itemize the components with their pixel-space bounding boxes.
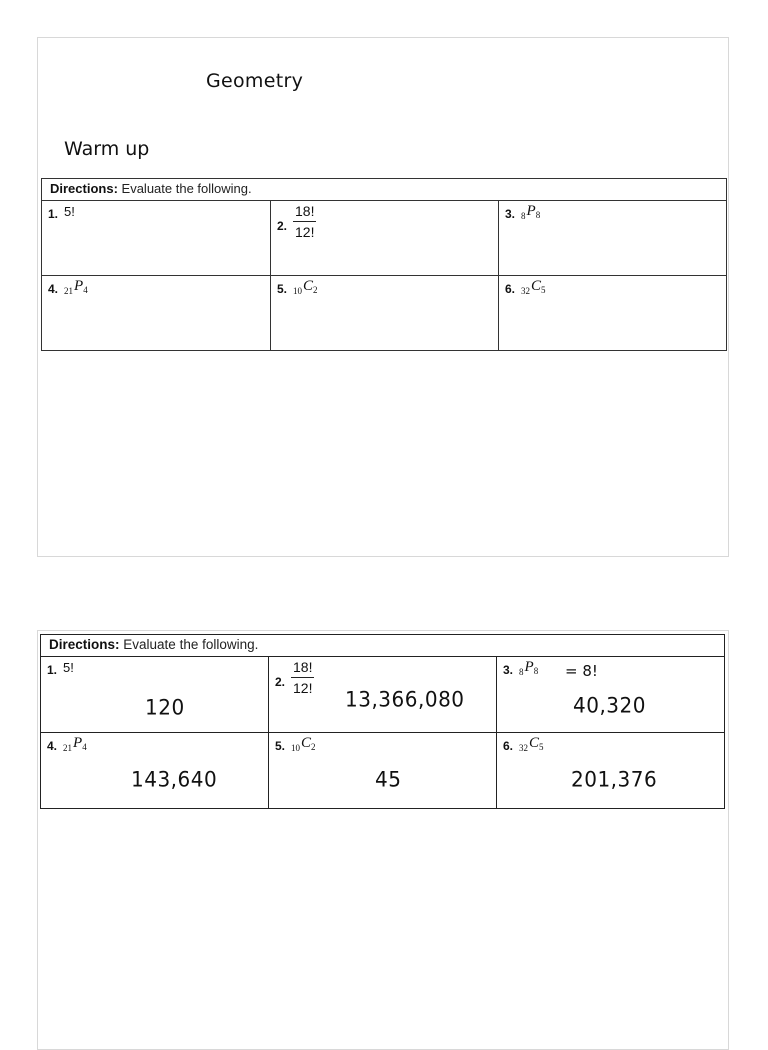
perm-r: 8	[535, 210, 541, 220]
comb-r: 5	[541, 285, 546, 295]
perm-n: 8	[519, 667, 524, 677]
directions-row	[41, 635, 725, 657]
perm-r: 8	[533, 666, 539, 676]
problem-number: 5.	[275, 739, 286, 753]
comb-r: 2	[313, 285, 318, 295]
problem-number: 3.	[505, 207, 516, 221]
perm-letter: P	[73, 735, 83, 751]
problem-cell-1	[41, 657, 269, 733]
directions-text: Evaluate the following.	[121, 181, 252, 196]
perm-letter: P	[74, 278, 84, 294]
problem-cell-6	[499, 276, 727, 351]
page-title: Geometry	[206, 70, 304, 92]
warmup-heading: Warm up	[64, 138, 150, 160]
problem-number: 2.	[275, 675, 286, 689]
problem-expression: 5!	[64, 204, 75, 219]
comb-r: 2	[311, 742, 316, 752]
problem-cell-2	[269, 657, 497, 733]
directions-row	[42, 179, 727, 201]
fraction-denominator: 12!	[295, 224, 315, 240]
handwritten-note: = 8!	[565, 662, 598, 680]
handwritten-answer: 201,376	[571, 766, 658, 792]
problem-number: 5.	[277, 282, 288, 296]
perm-n: 8	[521, 211, 526, 221]
problem-number: 6.	[505, 282, 516, 296]
directions-label: Directions:	[49, 637, 120, 652]
problem-number: 3.	[503, 663, 514, 677]
handwritten-answer: 120	[145, 694, 185, 720]
comb-letter: C	[303, 278, 314, 294]
perm-letter: P	[526, 203, 536, 219]
slide-warmup	[37, 37, 729, 557]
comb-n: 10	[291, 743, 301, 753]
perm-n: 21	[64, 286, 74, 296]
comb-letter: C	[531, 278, 542, 294]
fraction-numerator: 18!	[291, 659, 314, 678]
slide-answers	[37, 630, 729, 1050]
problem-expression: 5!	[63, 660, 74, 675]
comb-letter: C	[529, 735, 540, 751]
perm-n: 21	[63, 743, 73, 753]
problem-cell-4	[42, 276, 271, 351]
problem-cell-3	[497, 657, 725, 733]
fraction-denominator: 12!	[293, 680, 313, 696]
perm-letter: P	[524, 659, 534, 675]
problem-expression	[519, 735, 544, 753]
problem-cell-6	[497, 733, 725, 809]
problem-cell-4	[41, 733, 269, 809]
problem-fraction	[293, 203, 316, 240]
problem-expression	[63, 735, 87, 753]
comb-n: 32	[521, 286, 531, 296]
problem-number: 4.	[47, 739, 58, 753]
problem-fraction	[291, 659, 314, 696]
problem-cell-3	[499, 201, 727, 276]
fraction-numerator: 18!	[293, 203, 316, 222]
comb-letter: C	[301, 735, 312, 751]
handwritten-answer: 45	[375, 766, 402, 792]
handwritten-answer: 40,320	[573, 692, 646, 718]
problem-cell-5	[271, 276, 499, 351]
problem-cell-2	[271, 201, 499, 276]
problem-number: 2.	[277, 219, 288, 233]
problem-expression	[291, 735, 316, 753]
handwritten-answer: 13,366,080	[345, 686, 465, 712]
problem-number: 1.	[47, 663, 58, 677]
problem-expression	[64, 278, 88, 296]
worksheet-table	[41, 178, 727, 351]
worksheet-table-answers	[40, 634, 725, 809]
problem-expression	[519, 659, 538, 677]
problem-expression	[293, 278, 318, 296]
problem-number: 1.	[48, 207, 59, 221]
comb-n: 32	[519, 743, 529, 753]
problem-expression	[521, 278, 546, 296]
perm-r: 4	[83, 285, 88, 295]
problem-cell-5	[269, 733, 497, 809]
comb-n: 10	[293, 286, 303, 296]
handwritten-answer: 143,640	[131, 766, 218, 792]
perm-r: 4	[82, 742, 87, 752]
problem-cell-1	[42, 201, 271, 276]
directions-label: Directions:	[50, 181, 118, 196]
problem-number: 4.	[48, 282, 59, 296]
problem-number: 6.	[503, 739, 514, 753]
comb-r: 5	[539, 742, 544, 752]
directions-text: Evaluate the following.	[123, 637, 259, 652]
problem-expression	[521, 203, 540, 221]
